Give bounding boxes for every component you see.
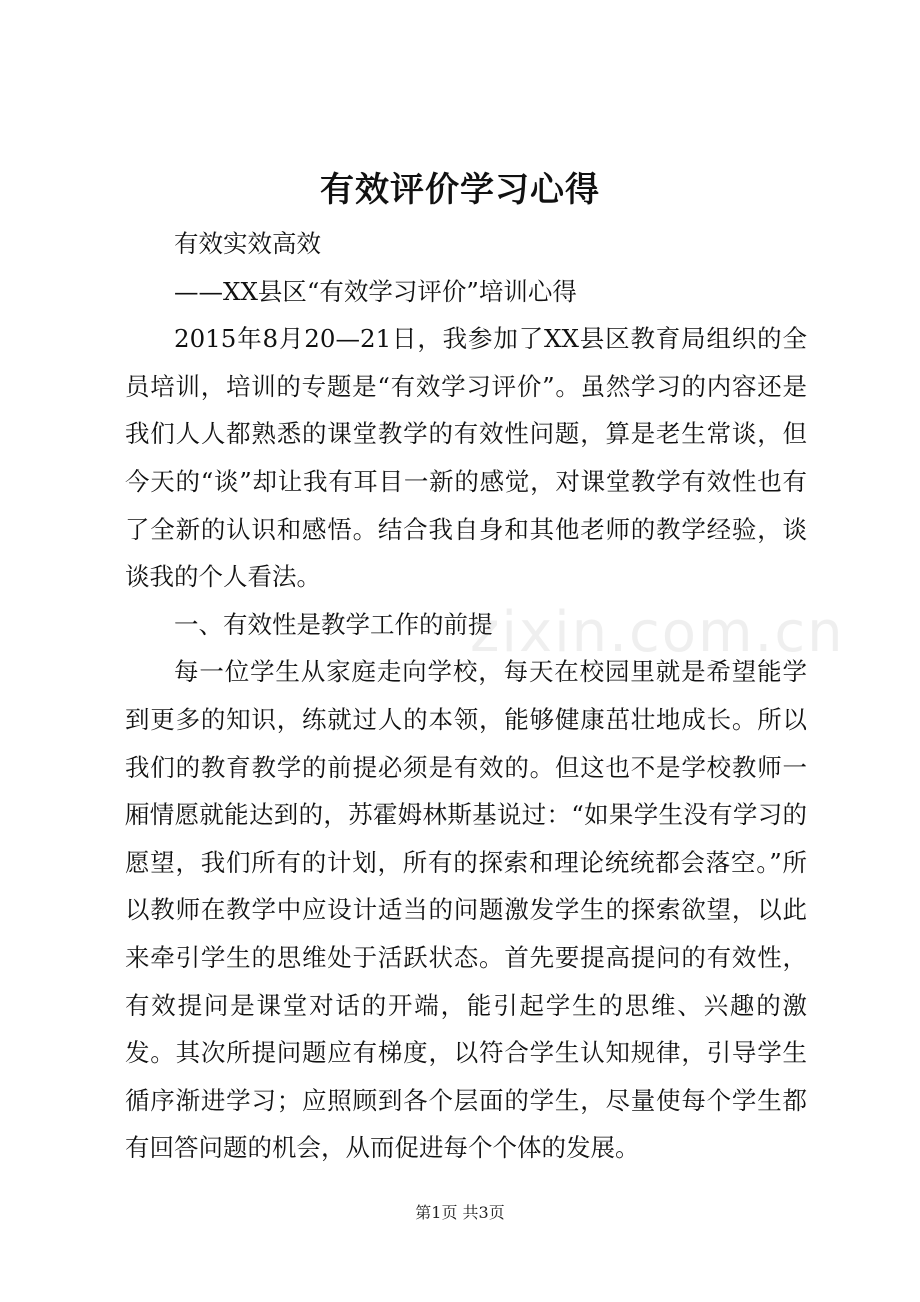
paragraph-intro: 2015年8月20—21日，我参加了XX县区教育局组织的全员培训，培训的专题是“有效学习评价”。虽然学习的内容还是我们人人都熟悉的课堂教学的有效性问题，算是老生常谈，但今天的“谈”却让我有耳目一新的感觉，对课堂教学有效性也有了全新的认识和感悟。结合我自身和其他老师的教学经验，谈谈我的个人看法。 <box>125 324 807 592</box>
document-body <box>125 220 807 1172</box>
paragraph-section-1: 每一位学生从家庭走向学校，每天在校园里就是希望能学到更多的知识，练就过人的本领，能够健康茁壮地成长。所以我们的教育教学的前提必须是有效的。但这也不是学校教师一厢情愿就能达到的，苏霍姆林斯基说过：“如果学生没有学习的愿望，我们所有的计划，所有的探索和理论统统都会落空。”所以教师在教学中应设计适当的问题激发学生的探索欲望，以此来牵引学生的思维处于活跃状态。首先要提高提问的有效性，有效提问是课堂对话的开端，能引起学生的思维、兴趣的激发。其次所提问题应有梯度，以符合学生认知规律，引导学生循序渐进学习；应照顾到各个层面的学生，尽量使每个学生都有回答问题的机会，从而促进每个个体的发展。 <box>125 657 807 1163</box>
document-title: 有效评价学习心得 <box>320 170 600 210</box>
watermark: zixin.com.cn <box>470 600 845 665</box>
paragraph-byline: ——XX县区“有效学习评价”培训心得 <box>174 276 577 306</box>
page-footer: 第1页 共3页 <box>415 1203 505 1222</box>
section-heading: 一、有效性是教学工作的前提 <box>174 609 493 639</box>
paragraph-subtitle: 有效实效高效 <box>174 229 321 258</box>
